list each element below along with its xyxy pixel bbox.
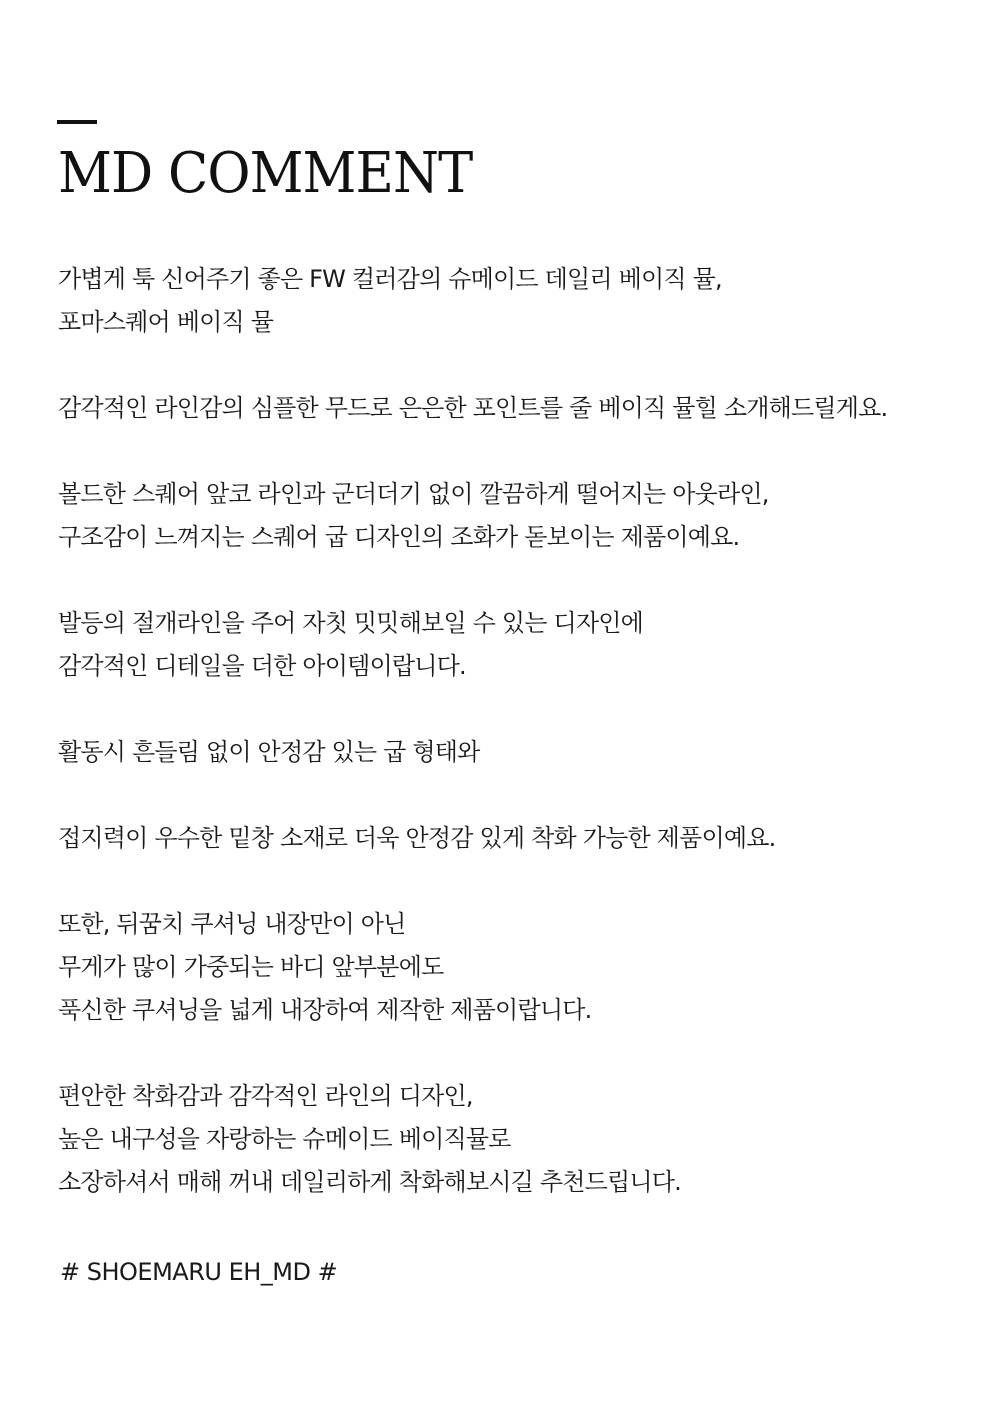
paragraph-heel bbox=[58, 731, 988, 774]
page-title: MD COMMENT bbox=[58, 141, 473, 206]
paragraph-sole bbox=[58, 817, 988, 860]
paragraph-recommend bbox=[58, 1075, 988, 1204]
text-line: 또한, 뒤꿈치 쿠셔닝 내장만이 아닌 bbox=[58, 910, 406, 938]
text-line: 접지력이 우수한 밑창 소재로 더욱 안정감 있게 착화 가능한 제품이예요. bbox=[58, 824, 776, 852]
text-line: 높은 내구성을 자랑하는 슈메이드 베이직뮬로 bbox=[58, 1125, 511, 1153]
text-line: 활동시 흔들림 없이 안정감 있는 굽 형태와 bbox=[58, 738, 480, 766]
text-line: 푹신한 쿠셔닝을 넓게 내장하여 제작한 제품이랍니다. bbox=[58, 996, 592, 1024]
text-line: 무게가 많이 가중되는 바디 앞부분에도 bbox=[58, 953, 444, 981]
text-line: 감각적인 라인감의 심플한 무드로 은은한 포인트를 줄 베이직 뮬힐 소개해드릴게요. bbox=[58, 394, 888, 422]
paragraph-detail bbox=[58, 602, 988, 688]
paragraph-intro bbox=[58, 258, 988, 344]
paragraph-design bbox=[58, 473, 988, 559]
paragraph-cushion bbox=[58, 903, 988, 1032]
paragraph-mood bbox=[58, 387, 988, 430]
comment-body bbox=[58, 258, 988, 1247]
text-line: 포마스퀘어 베이직 뮬 bbox=[58, 308, 274, 336]
title-accent-bar bbox=[57, 120, 97, 124]
text-line: 편안한 착화감과 감각적인 라인의 디자인, bbox=[58, 1082, 473, 1110]
text-line: 감각적인 디테일을 더한 아이템이랍니다. bbox=[58, 652, 466, 680]
text-line: 발등의 절개라인을 주어 자칫 밋밋해보일 수 있는 디자인에 bbox=[58, 609, 644, 637]
text-line: 가볍게 툭 신어주기 좋은 FW 컬러감의 슈메이드 데일리 베이직 뮬, bbox=[58, 265, 722, 293]
text-line: 구조감이 느껴지는 스퀘어 굽 디자인의 조화가 돋보이는 제품이예요. bbox=[58, 523, 740, 551]
text-line: 소장하셔서 매해 꺼내 데일리하게 착화해보시길 추천드립니다. bbox=[58, 1168, 681, 1196]
text-line: 볼드한 스퀘어 앞코 라인과 군더더기 없이 깔끔하게 떨어지는 아웃라인, bbox=[58, 480, 769, 508]
brand-hashtag: # SHOEMARU EH_MD # bbox=[60, 1258, 338, 1286]
